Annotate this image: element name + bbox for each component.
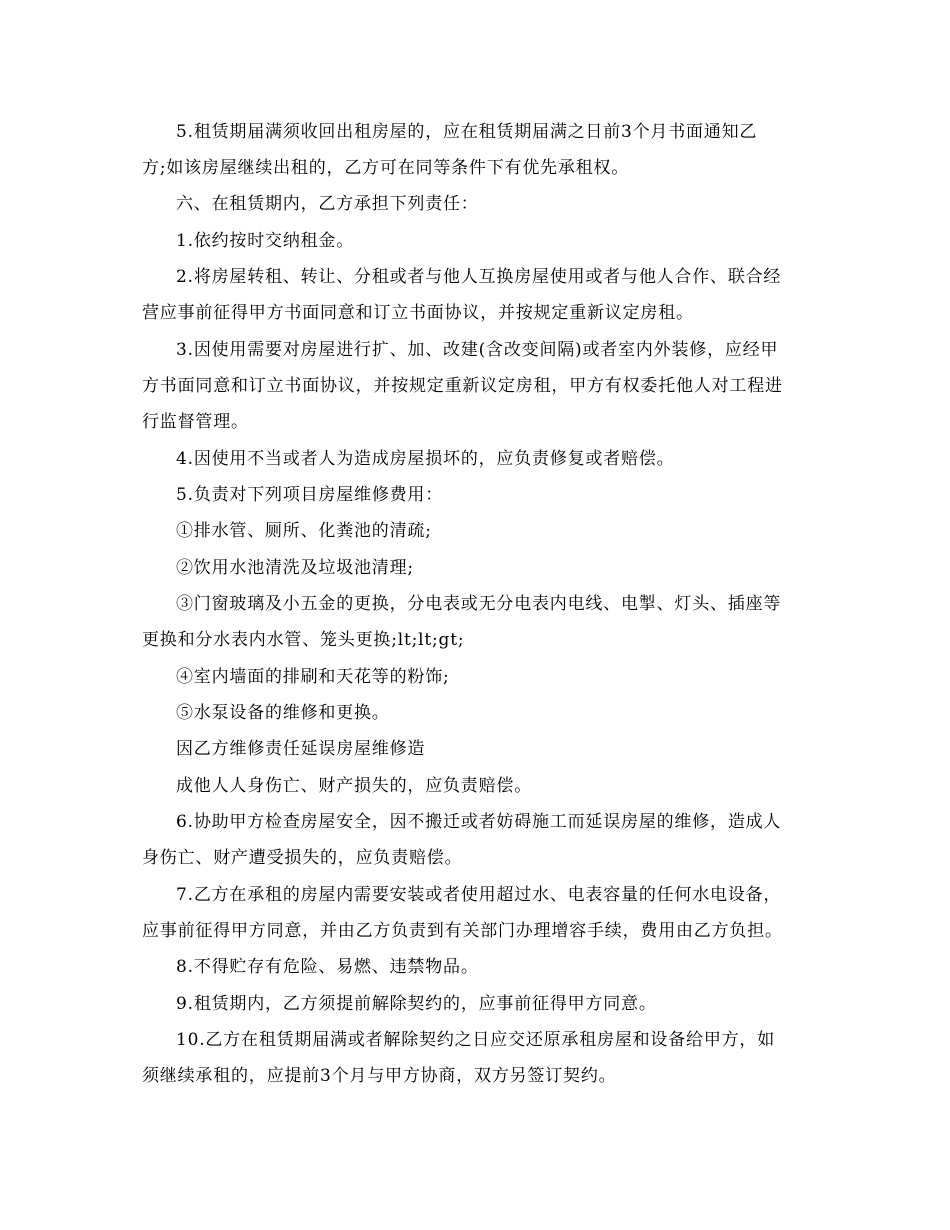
text-line: 成他人人身伤亡、财产损失的，应负责赔偿。 (176, 776, 532, 796)
text-line: 6.协助甲方检查房屋安全，因不搬迁或者妨碍施工而延误房屋的维修，造成人 (176, 812, 782, 832)
text-line: 方书面同意和订立书面协议，并按规定重新议定房租，甲方有权委托他人对工程进 (142, 376, 783, 396)
text-line: ⑤水泵设备的维修和更换。 (176, 703, 390, 723)
text-line: 营应事前征得甲方书面同意和订立书面协议，并按规定重新议定房租。 (142, 303, 694, 323)
text-line: 因乙方维修责任延误房屋维修造 (176, 739, 426, 759)
text-line: 应事前征得甲方同意，并由乙方负责到有关部门办理增容手续，费用由乙方负担。 (142, 921, 783, 941)
text-line: 9.租赁期内，乙方须提前解除契约的，应事前征得甲方同意。 (176, 994, 657, 1014)
text-line: 更换和分水表内水管、笼头更换;lt;lt;gt; (142, 630, 465, 650)
text-line: 身伤亡、财产遭受损失的，应负责赔偿。 (142, 848, 463, 868)
text-line: 8.不得贮存有危险、易燃、违禁物品。 (176, 957, 479, 977)
text-line: ③门窗玻璃及小五金的更换，分电表或无分电表内电线、电掣、灯头、插座等 (176, 594, 782, 614)
text-line: ④室内墙面的排刷和天花等的粉饰; (176, 667, 450, 687)
text-line: 2.将房屋转租、转让、分租或者与他人互换房屋使用或者与他人合作、联合经 (176, 267, 782, 287)
text-line: 方;如该房屋继续出租的，乙方可在同等条件下有优先承租权。 (142, 158, 630, 178)
text-line: 3.因使用需要对房屋进行扩、加、改建(含改变间隔)或者室内外装修，应经甲 (176, 340, 779, 360)
text-line: 4.因使用不当或者人为造成房屋损坏的，应负责修复或者赔偿。 (176, 449, 675, 469)
text-line: 5.负责对下列项目房屋维修费用： (176, 485, 444, 505)
text-line: 1.依约按时交纳租金。 (176, 231, 355, 251)
text-line: 六、在租赁期内，乙方承担下列责任： (176, 194, 479, 214)
text-line: 10.乙方在租赁期届满或者解除契约之日应交还原承租房屋和设备给甲方，如 (176, 1030, 776, 1050)
text-line: ②饮用水池清洗及垃圾池清理; (176, 558, 414, 578)
text-line: 7.乙方在承租的房屋内需要安装或者使用超过水、电表容量的任何水电设备， (176, 885, 782, 905)
text-line: 5.租赁期届满须收回出租房屋的，应在租赁期届满之日前3个月书面通知乙 (176, 122, 758, 142)
text-line: 行监督管理。 (142, 412, 249, 432)
text-line: 须继续承租的，应提前3个月与甲方协商，双方另签订契约。 (142, 1066, 617, 1086)
text-line: ①排水管、厕所、化粪池的清疏; (176, 521, 432, 541)
